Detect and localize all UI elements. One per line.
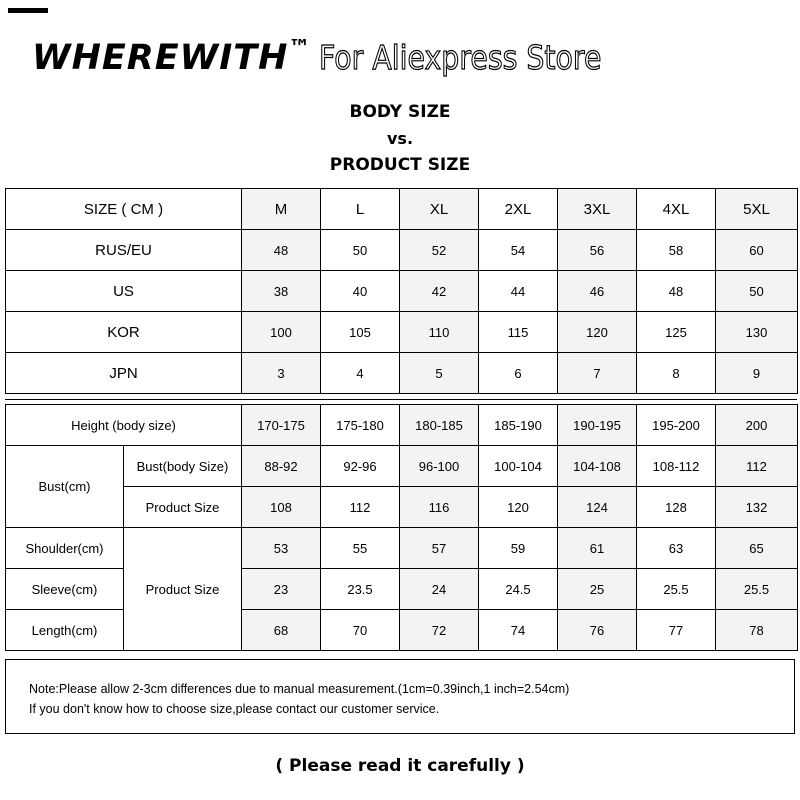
table-cell: 65 xyxy=(716,528,798,569)
note-contact: If you don't know how to choose size,please contact our customer service. xyxy=(29,702,440,716)
size-conversion-table xyxy=(5,188,798,394)
brand-subtitle: For Aliexpress Store xyxy=(318,38,602,77)
table-cell: 58 xyxy=(637,230,716,271)
table-cell: 23.5 xyxy=(321,569,400,610)
table-cell: 116 xyxy=(400,487,479,528)
table-cell: 115 xyxy=(479,312,558,353)
size-header-3xl: 3XL xyxy=(558,189,637,230)
table-cell: 88-92 xyxy=(242,446,321,487)
table-cell: 105 xyxy=(321,312,400,353)
table-cell: 24 xyxy=(400,569,479,610)
table-cell: 50 xyxy=(716,271,798,312)
table-cell: 100-104 xyxy=(479,446,558,487)
table-row xyxy=(6,230,798,271)
table-cell: 170-175 xyxy=(242,405,321,446)
table-cell: 57 xyxy=(400,528,479,569)
divider xyxy=(5,399,797,400)
table-cell: 54 xyxy=(479,230,558,271)
table-row xyxy=(6,271,798,312)
table-cell: 200 xyxy=(716,405,798,446)
table-cell: 42 xyxy=(400,271,479,312)
note-box xyxy=(5,659,795,734)
table-cell: 24.5 xyxy=(479,569,558,610)
row-label-sleeve: Sleeve(cm) xyxy=(6,569,124,610)
size-header-m: M xyxy=(242,189,321,230)
table-row xyxy=(6,312,798,353)
table-cell: 25.5 xyxy=(716,569,798,610)
row-label-shoulder: Shoulder(cm) xyxy=(6,528,124,569)
size-header-5xl: 5XL xyxy=(716,189,798,230)
table-row xyxy=(6,446,798,487)
heading-vs: vs. xyxy=(386,129,414,148)
table-cell: 25 xyxy=(558,569,637,610)
table-cell: 74 xyxy=(479,610,558,651)
table-cell: 25.5 xyxy=(637,569,716,610)
table-cell: 9 xyxy=(716,353,798,394)
table-cell: 70 xyxy=(321,610,400,651)
measurement-table xyxy=(5,404,798,651)
table-cell: 53 xyxy=(242,528,321,569)
table-cell: 68 xyxy=(242,610,321,651)
table-cell: 44 xyxy=(479,271,558,312)
row-label-height: Height (body size) xyxy=(6,405,242,446)
table-cell: 23 xyxy=(242,569,321,610)
table-row xyxy=(6,353,798,394)
table-cell: 100 xyxy=(242,312,321,353)
table-cell: 59 xyxy=(479,528,558,569)
heading-product-size: PRODUCT SIZE xyxy=(329,155,471,175)
table-cell: 110 xyxy=(400,312,479,353)
brand-header xyxy=(32,36,647,82)
row-label-jpn: JPN xyxy=(6,353,242,394)
table-cell: 128 xyxy=(637,487,716,528)
table-row xyxy=(6,487,798,528)
table-cell: 46 xyxy=(558,271,637,312)
table-row xyxy=(6,528,798,569)
row-label-bust: Bust(cm) xyxy=(6,446,124,528)
table-cell: 6 xyxy=(479,353,558,394)
table-cell: 55 xyxy=(321,528,400,569)
table-cell: 3 xyxy=(242,353,321,394)
row-sublabel-bust-product: Product Size xyxy=(124,487,242,528)
size-header-2xl: 2XL xyxy=(479,189,558,230)
row-sublabel-product-size: Product Size xyxy=(124,528,242,651)
size-header-4xl: 4XL xyxy=(637,189,716,230)
row-label-rus-eu: RUS/EU xyxy=(6,230,242,271)
table-cell: 104-108 xyxy=(558,446,637,487)
brand-trademark: ™ xyxy=(288,36,311,61)
table-cell: 108-112 xyxy=(637,446,716,487)
table-cell: 5 xyxy=(400,353,479,394)
table-cell: 56 xyxy=(558,230,637,271)
note-measurement: Note:Please allow 2-3cm differences due to manual measurement.(1cm=0.39inch,1 inch=2.54cm) xyxy=(29,682,570,696)
table-cell: 48 xyxy=(637,271,716,312)
size-header-xl: XL xyxy=(400,189,479,230)
table-cell: 180-185 xyxy=(400,405,479,446)
table-cell: 50 xyxy=(321,230,400,271)
table-cell: 60 xyxy=(716,230,798,271)
table-cell: 132 xyxy=(716,487,798,528)
row-sublabel-bust-body: Bust(body Size) xyxy=(124,446,242,487)
top-decor-bar xyxy=(8,8,48,13)
row-label-kor: KOR xyxy=(6,312,242,353)
table-cell: 7 xyxy=(558,353,637,394)
footer-read-carefully: ( Please read it carefully ) xyxy=(275,756,525,776)
table-cell: 76 xyxy=(558,610,637,651)
table-cell: 112 xyxy=(716,446,798,487)
table-cell: 78 xyxy=(716,610,798,651)
row-label-us: US xyxy=(6,271,242,312)
size-header-l: L xyxy=(321,189,400,230)
table-header-row xyxy=(6,189,798,230)
table-cell: 72 xyxy=(400,610,479,651)
table-cell: 112 xyxy=(321,487,400,528)
table-cell: 61 xyxy=(558,528,637,569)
table-cell: 120 xyxy=(558,312,637,353)
table-cell: 92-96 xyxy=(321,446,400,487)
table-cell: 190-195 xyxy=(558,405,637,446)
table-cell: 77 xyxy=(637,610,716,651)
table-cell: 195-200 xyxy=(637,405,716,446)
heading-body-size: BODY SIZE xyxy=(349,102,451,122)
table-cell: 40 xyxy=(321,271,400,312)
brand-name: WHEREWITH xyxy=(32,38,289,78)
table-cell: 8 xyxy=(637,353,716,394)
table-cell: 38 xyxy=(242,271,321,312)
table-cell: 125 xyxy=(637,312,716,353)
table-cell: 120 xyxy=(479,487,558,528)
table-cell: 175-180 xyxy=(321,405,400,446)
table-cell: 130 xyxy=(716,312,798,353)
table-cell: 96-100 xyxy=(400,446,479,487)
table-cell: 52 xyxy=(400,230,479,271)
table-cell: 63 xyxy=(637,528,716,569)
table-cell: 185-190 xyxy=(479,405,558,446)
table-cell: 4 xyxy=(321,353,400,394)
table-cell: 124 xyxy=(558,487,637,528)
table-row xyxy=(6,405,798,446)
table-cell: 48 xyxy=(242,230,321,271)
size-cm-header: SIZE ( CM ) xyxy=(6,189,242,230)
row-label-length: Length(cm) xyxy=(6,610,124,651)
table-cell: 108 xyxy=(242,487,321,528)
